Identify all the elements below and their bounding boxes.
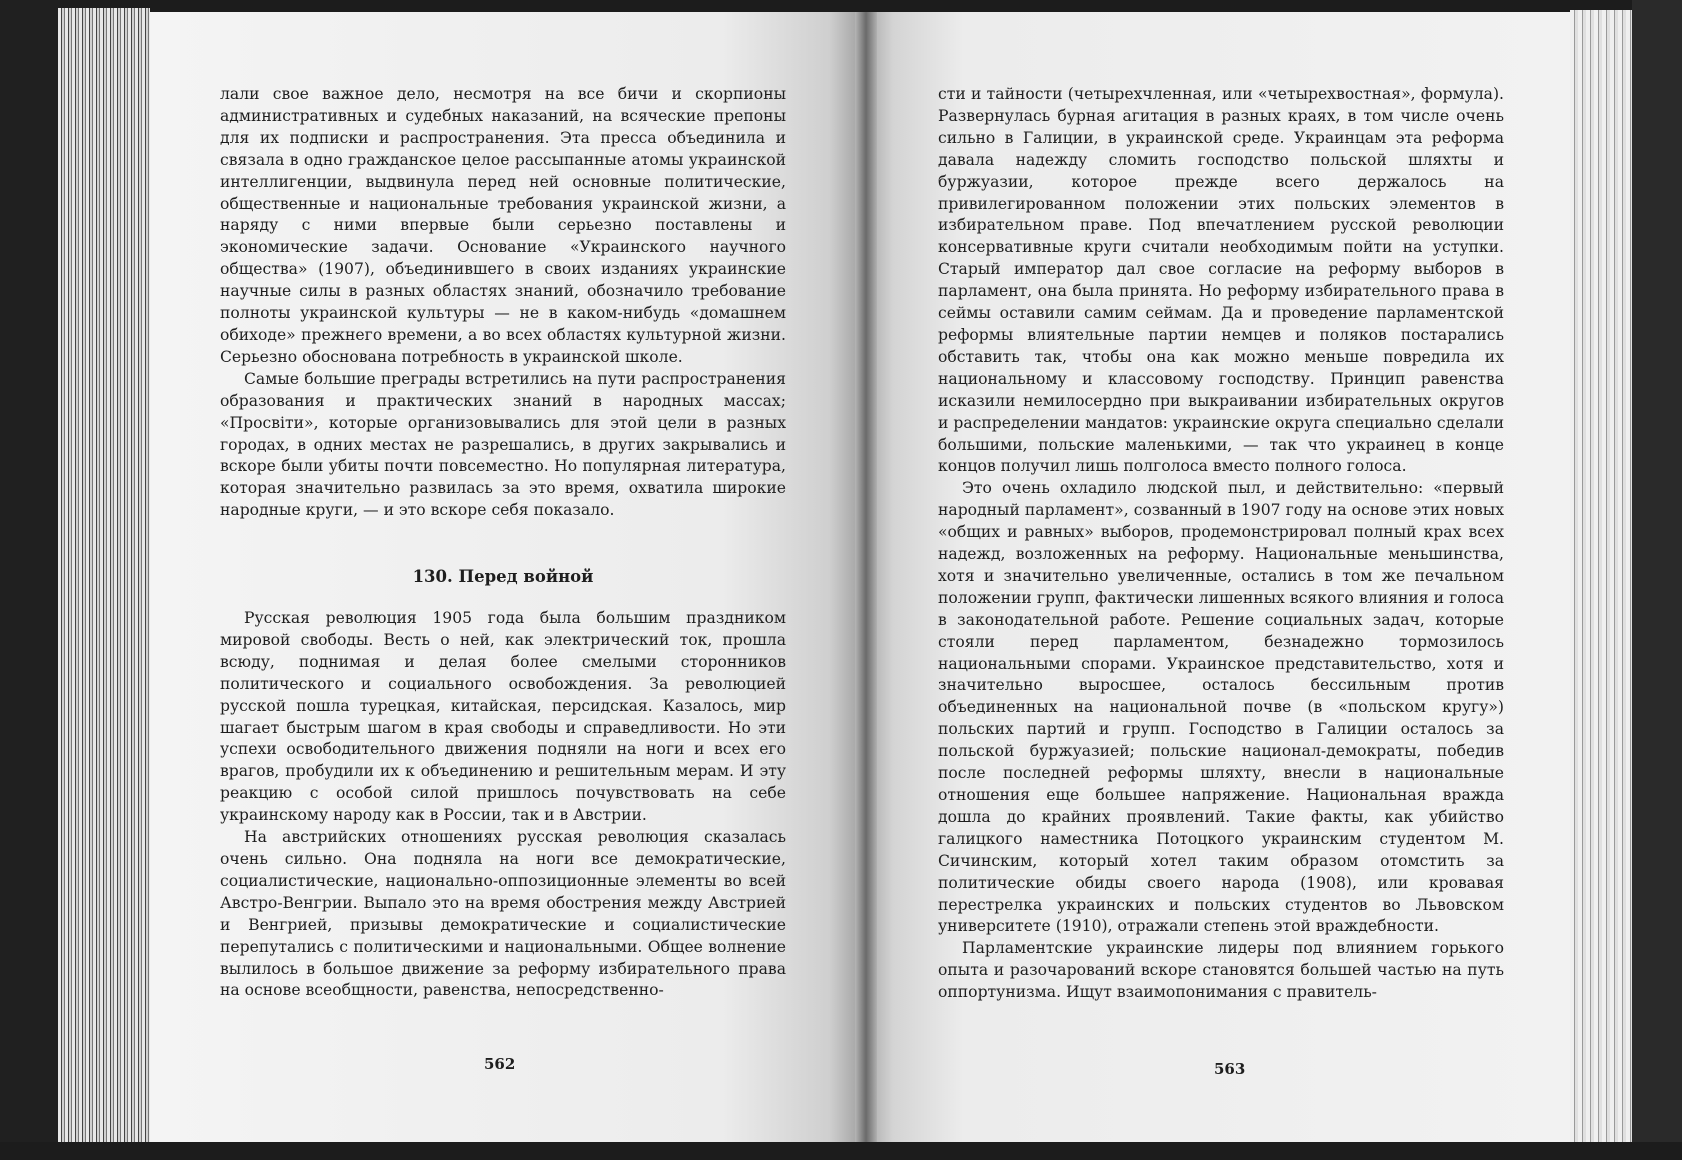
section-heading: 130. Перед войной bbox=[412, 567, 594, 587]
left-page-text bbox=[220, 84, 786, 1002]
scan-top-border bbox=[0, 0, 1682, 12]
page-edges-right bbox=[1570, 10, 1632, 1150]
paragraph: На австрийских отношениях русская революция сказалась очень сильно. Она подняла на ноги все демократические, социалистические, национально-оппозиционные элементы во всей Австро-Венгрии. Выпало это на время обострения между Австрией и Венгрией, призывы демократические и социалистические перепутались с политическими и национальными. Общее волнение вылилось в большое движение за реформу избирательного права на основе всеобщности, равенства, непосредственно- bbox=[220, 828, 786, 1000]
paragraph: сти и тайности (четырехчленная, или «четырехвостная», формула). Развернулась бурная агитация в разных краях, в том числе очень сильно в Галиции, в украинской среде. Украинцам эта реформа давала надежду сломить господство польской шляхты и буржуазии, которое прежде всего держалось на привилегированном положении этих польских элементов в избирательном праве. Под впечатлением русской революции консервативные круги считали необходимым пойти на уступки. Старый император дал свое согласие на реформу выборов в парламент, она была принята. Но реформу избирательного права в сеймы оставили самим сеймам. Да и проведение парламентской реформы влиятельные партии немцев и поляков постарались обставить так, чтобы она как можно меньше повредила их национальному и классовому господству. Принцип равенства исказили немилосердно при выкраивании избирательных округов и распределении мандатов: украинские округа специально сделали большими, польские маленькими, — так что украинец в конце концов получил лишь полголоса вместо полного голоса. bbox=[938, 85, 1504, 476]
paragraph: Русская революция 1905 года была большим праздником мировой свободы. Весть о ней, как электрический ток, прошла всюду, поднимая и делая более смелыми сторонников политического и социального освобождения. За революцией русской пошла турецкая, китайская, персидская. Казалось, мир шагает быстрым шагом в края свободы и справедливости. Но эти успехи освободительного движения подняли на ноги и всех его врагов, пробудили их к объединению и решительным мерам. И эту реакцию с особой силой пришлось почувствовать на себе украинскому народу как в России, так и в Австрии. bbox=[220, 609, 786, 825]
paragraph: Самые большие преграды встретились на пути распространения образования и практических знаний в народных массах; «Просвіти», которые организовывались для этой цели в разных городах, в одних местах не разрешались, в других закрывались и вскоре были убиты почти повсеместно. Но популярная литература, которая значительно развилась за это время, охватила широкие народные круги, — и это вскоре себя показало. bbox=[220, 369, 786, 520]
book-gutter bbox=[855, 12, 877, 1142]
paragraph: Парламентские украинские лидеры под влиянием горького опыта и разочарований вскоре становятся большей частью на путь оппортунизма. Ищут взаимопонимания с правитель- bbox=[938, 939, 1504, 1002]
page-edges-left bbox=[58, 8, 150, 1153]
page-number-left: 562 bbox=[484, 1055, 516, 1073]
page-number-right: 563 bbox=[1214, 1060, 1246, 1078]
paragraph: лали свое важное дело, несмотря на все бичи и скорпионы административных и судебных наказаний, на всяческие препоны для их подписки и распространения. Эта пресса объединила и связала в одно гражданское целое рассыпанные атомы украинской интеллигенции, выдвинула перед ней основные политические, общественные и национальные требования украинской жизни, а наряду с ними впервые были серьезно поставлены и экономические задачи. Основание «Украинского научного общества» (1907), объединившего в своих изданиях украинские научные силы в разных областях знаний, обозначило требование полноты украинской культуры — не в каком-нибудь «домашнем обиходе» прежнего времени, а во всех областях культурной жизни. Серьезно обоснована потребность в украинской школе. bbox=[220, 85, 786, 366]
cover-edge-left bbox=[0, 0, 60, 1160]
right-page-text bbox=[938, 84, 1504, 1004]
paragraph: Это очень охладило людской пыл, и действительно: «первый народный парламент», созванный в 1907 году на основе этих новых «общих и равных» выборов, продемонстрировал полный крах всех надежд, возложенных на реформу. Национальные меньшинства, хотя и значительно увеличенные, остались в том же печальном положении групп, фактически лишенных всякого влияния и голоса в законодательной работе. Решение социальных задач, которые стояли перед парламентом, безнадежно тормозилось национальными спорами. Украинское представительство, хотя и значительно выросшее, осталось бессильным против объединенных на национальной почве (в «польском кругу») польских партий и групп. Господство в Галиции осталось за польской буржуазией; польские национал-демократы, победив после последней реформы шляхту, внесли в национальные отношения еще большее напряжение. Национальная вражда дошла до крайних проявлений. Такие факты, как убийство галицкого наместника Потоцкого украинским студентом М. Сичинским, который хотел таким образом отомстить за политические обиды своего народа (1908), или кровавая перестрелка украинских и польских студентов во Львовском университете (1910), отражали степень этой враждебности. bbox=[938, 479, 1504, 936]
cover-edge-right bbox=[1632, 0, 1682, 1160]
scan-bottom-border bbox=[0, 1142, 1682, 1160]
